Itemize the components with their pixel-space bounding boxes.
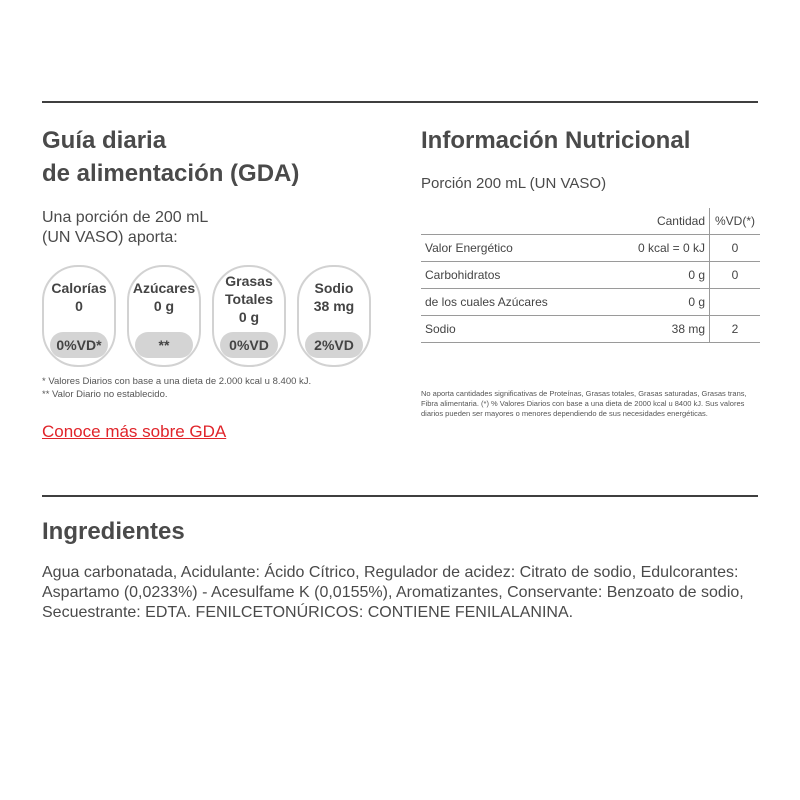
middle-divider xyxy=(42,495,758,497)
badge-label xyxy=(44,279,114,315)
badge-label-text: Azúcares xyxy=(132,280,196,296)
badge-value: 38 mg xyxy=(313,298,355,314)
badge-value: 0 xyxy=(75,298,83,314)
ingredients-title: Ingredientes xyxy=(42,518,185,545)
badge-vd: 2%VD xyxy=(305,332,363,358)
gda-subtitle-line2: (UN VASO) aporta: xyxy=(42,229,178,246)
badge-label-text: Calorías xyxy=(51,280,107,296)
row-amount: 0 g xyxy=(599,289,710,316)
ingredients-text: Agua carbonatada, Acidulante: Ácido Cítrico, Regulador de acidez: Citrato de sodio, Edulcorantes: Aspartamo (0,0233%) - Acesulfame K (0,0155%), Aromatizantes, Conservante: Benzoato de sodio, Secuestrante: EDTA. FENILCETONÚRICOS: CONTIENE FENILALANINA. xyxy=(42,564,744,621)
header-blank xyxy=(421,208,599,235)
badge-label-text: Totales xyxy=(225,291,273,307)
row-name: Sodio xyxy=(421,316,599,343)
row-vd xyxy=(710,289,761,316)
gda-footnote-2: ** Valor Diario no establecido. xyxy=(42,389,168,400)
badge-vd: 0%VD xyxy=(220,332,278,358)
gda-footnotes xyxy=(42,375,311,401)
badge-label xyxy=(299,279,369,315)
table-row xyxy=(421,289,760,316)
badge-vd: ** xyxy=(135,332,193,358)
row-vd: 0 xyxy=(710,235,761,262)
row-amount: 38 mg xyxy=(599,316,710,343)
table-row xyxy=(421,262,760,289)
gda-title-line2: de alimentación (GDA) xyxy=(42,160,300,187)
badge-label-text: Grasas xyxy=(225,273,273,289)
gda-subtitle-line1: Una porción de 200 mL xyxy=(42,209,209,226)
table-row xyxy=(421,316,760,343)
nutrition-footnotes: No aporta cantidades significativas de Proteínas, Grasas totales, Grasas saturadas, Grasas trans, Fibra alimentaria. (*) % Valores Diarios con base a una dieta de 2000 kcal u 8400 kJ. Sus valores diarios pueden ser mayores o menores dependiendo de sus necesidades energéticas. xyxy=(421,389,747,418)
table-header-row xyxy=(421,208,760,235)
nutrition-table xyxy=(421,208,760,343)
badge-label xyxy=(129,279,199,315)
gda-footnote-1: * Valores Diarios con base a una dieta de 2.000 kcal u 8.400 kJ. xyxy=(42,376,312,387)
gda-title-line1: Guía diaria xyxy=(42,127,167,154)
row-name: Carbohidratos xyxy=(421,262,599,289)
gda-badge-calorias xyxy=(42,265,116,367)
gda-badge-grasas xyxy=(212,265,286,367)
gda-badge-azucares xyxy=(127,265,201,367)
header-amount: Cantidad xyxy=(599,208,710,235)
row-name: de los cuales Azúcares xyxy=(421,289,599,316)
row-vd: 2 xyxy=(710,316,761,343)
badge-value: 0 g xyxy=(238,309,260,325)
row-amount: 0 g xyxy=(599,262,710,289)
gda-badges xyxy=(42,265,371,367)
nutrition-title: Información Nutricional xyxy=(421,127,691,154)
gda-badge-sodio xyxy=(297,265,371,367)
gda-more-link[interactable]: Conoce más sobre GDA xyxy=(42,422,227,441)
header-vd: %VD(*) xyxy=(714,214,755,228)
badge-label xyxy=(214,272,284,326)
gda-subtitle xyxy=(42,208,208,248)
row-amount: 0 kcal = 0 kJ xyxy=(599,235,710,262)
nutrition-portion: Porción 200 mL (UN VASO) xyxy=(421,175,607,192)
top-divider xyxy=(42,101,758,103)
table-row xyxy=(421,235,760,262)
row-vd: 0 xyxy=(710,262,761,289)
badge-label-text: Sodio xyxy=(314,280,354,296)
gda-title xyxy=(42,124,299,190)
badge-value: 0 g xyxy=(153,298,175,314)
badge-vd: 0%VD* xyxy=(50,332,108,358)
row-name: Valor Energético xyxy=(421,235,599,262)
